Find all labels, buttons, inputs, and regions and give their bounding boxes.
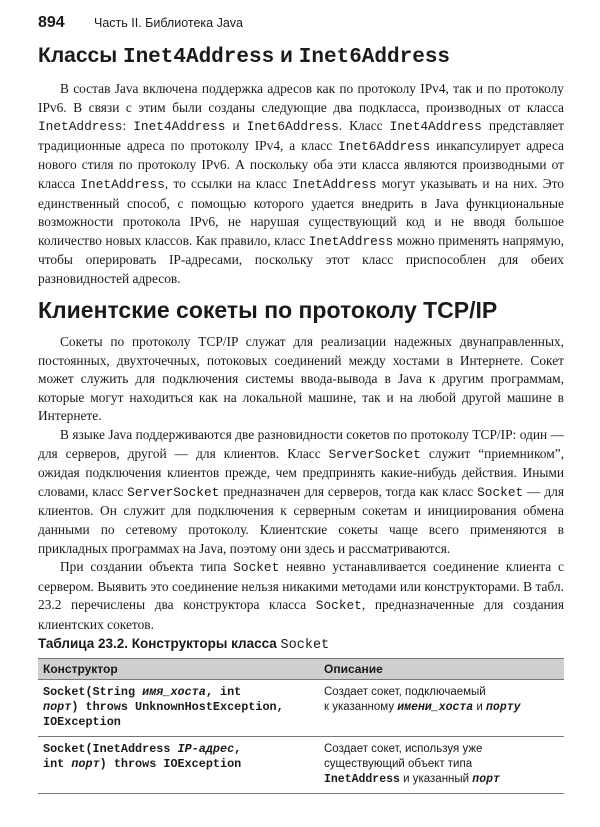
running-head: Часть II. Библиотека Java <box>94 16 243 30</box>
constructors-table <box>38 658 564 794</box>
table-header-row <box>38 658 564 680</box>
heading-code: Inet6Address <box>298 46 451 69</box>
section2-body <box>38 333 564 635</box>
table-row <box>38 680 564 737</box>
heading-text: Классы <box>38 44 123 67</box>
section-heading-tcp-sockets: Клиентские сокеты по протоколу TCP/IP <box>38 297 498 323</box>
page-header <box>38 14 578 36</box>
paragraph: В языке Java поддерживаются две разновидности сокетов по протоколу TCP/IP: один — для серверов, другой — для клиентов. Класс ServerSocket служит “приемником”, ожидая подключения клиентов прежде, чем предпринять какие-нибудь действия. Иными словами, класс ServerSocket предназначен для серверов, тогда как класс Socket — для клиентов. Он служит для подключения к серверным сокетам и инициирования обмена данными по сетевому протоколу. Клиентские сокеты чаще всего применяются в прикладных программах на Java, поэтому они здесь и рассматриваются. <box>38 426 564 556</box>
paragraph: При создании объекта типа Socket неявно устанавливается соединение клиента с сервером. Выявить это соединение нельзя никакими методами или конструкторами. В табл. 23.2 перечислены два конструктора класса Socket, предназначенные для создания клиентских сокетов. <box>38 559 564 632</box>
heading-code: Inet4Address <box>122 46 275 69</box>
section-heading-inet-classes <box>38 44 450 69</box>
description-cell: Создает сокет, используя уже существующий объект типа InetAddress и указанный порт <box>324 743 500 786</box>
table-caption: Таблица 23.2. Конструкторы класса Socket <box>38 636 330 653</box>
description-cell: Создает сокет, подключаемый к указанному имени_хоста и порту <box>324 686 521 714</box>
column-header-description: Описание <box>324 662 383 676</box>
paragraph: В состав Java включена поддержка адресов как по протоколу IPv4, так и по протоколу IPv6. В связи с этим были созданы следующие два подкласса, производных от класса InetAddress: Inet4Address и Inet6Address. Класс Inet4Address представляет традиционные адреса по протоколу IPv4, а класс Inet6Address инкапсулирует адреса нового стиля по протоколу IPv6. А поскольку оба эти класса являются производными от класса InetAddress, то ссылки на класс InetAddress могут указывать и на них. Это единственный способ, с помощью которого удается внедрить в Java функциональные возможности протокола IPv6, не нарушая существующий код и не вводя большое количество новых классов. Как правило, класс InetAddress можно применять напрямую, чтобы оперировать IP-адресами, поскольку этот класс приспособлен для обеих разновидностей адресов. <box>38 81 564 286</box>
page-number: 894 <box>38 14 65 31</box>
paragraph: Сокеты по протоколу TCP/IP служат для реализации надежных двунаправленных, постоянных, двухточечных, потоковых соединений между хостами в Интернете. Сокет может служить для подключения системы ввода-вывода в Java к другим программам, которые могут находиться как на локальной машине, так и на любой другой машине в Интернете. <box>38 334 564 424</box>
section1-body <box>38 80 564 289</box>
column-header-constructor: Конструктор <box>43 662 118 676</box>
table-row <box>38 737 564 794</box>
heading-text: и <box>274 44 299 67</box>
constructor-cell: Socket(String имя_хоста, int порт) throws UnknownHostException, IOException <box>43 685 284 729</box>
constructor-cell: Socket(InetAddress IP-адрес, int порт) throws IOException <box>43 742 242 771</box>
